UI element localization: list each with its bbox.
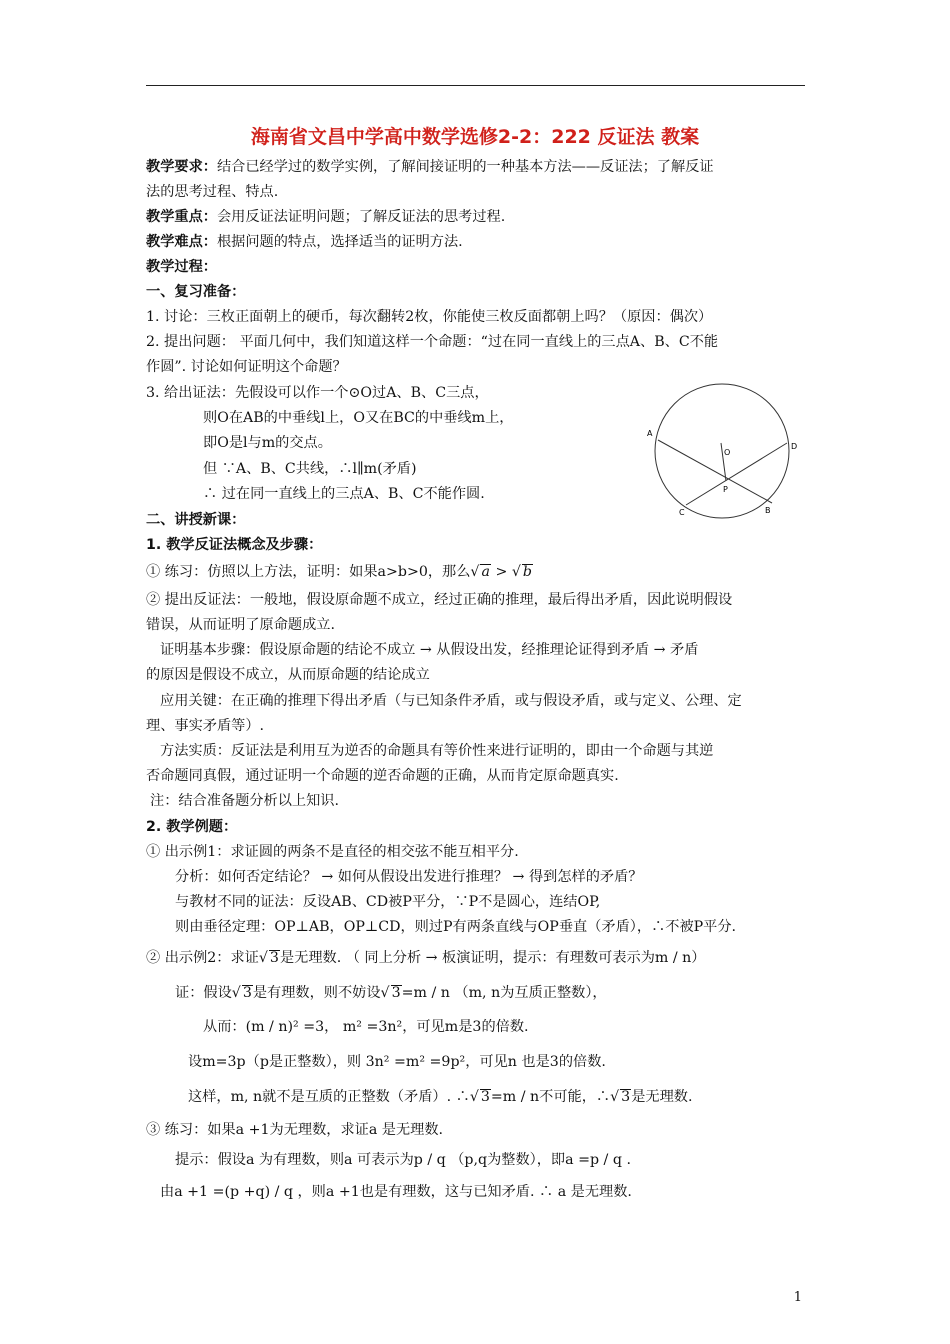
sqrt-3: 3	[621, 1089, 631, 1105]
difficulty-line	[146, 232, 463, 252]
note-line: 注：结合准备题分析以上知识.	[150, 793, 339, 809]
example-1-proof-1: 与教材不同的证法：反设AB、CD被P平分，∵P不是圆心，连结OP,	[175, 894, 601, 910]
proof-d-mid: =m / n不可能，∴	[490, 1089, 611, 1105]
example-2-pre: ② 出示例2：求证	[146, 950, 259, 966]
proof-d-pre: 这样，m, n就不是互质的正整数（矛盾）. ∴	[188, 1089, 470, 1105]
essence-line-1: 方法实质：反证法是利用互为逆否的命题具有等价性来进行证明的，即由一个命题与其逆	[160, 743, 714, 759]
proof-c: 设m=3p（p是正整数），则 3n² =m² =9p²，可见n 也是3的倍数.	[188, 1054, 606, 1070]
hint-line: 提示：假设a 为有理数，则a 可表示为p / q （p,q为整数），即a =p / q .	[175, 1152, 631, 1168]
greater-sign: >	[490, 564, 512, 580]
proof-a-pre: 证：假设	[175, 985, 232, 1001]
key-points-line	[146, 207, 505, 227]
proof-a-mid: 是有理数，则不妨设	[252, 985, 381, 1001]
proof-line-1: 3. 给出证法：先假设可以作一个⊙O过A、B、C三点，	[146, 385, 489, 401]
label-c: C	[679, 508, 685, 517]
example-2-post: 是无理数. （ 同上分析 → 板演证明，提示：有理数可表示为m / n）	[279, 950, 706, 966]
page-title: 海南省文昌中学高中数学选修2-2：222 反证法 教案	[250, 126, 700, 148]
proof-a-post: =m / n （m, n为互质正整数），	[401, 985, 607, 1001]
sqrt-a: a	[481, 564, 490, 580]
header-rule	[146, 85, 805, 86]
section-2-heading: 二、讲授新课：	[146, 512, 246, 528]
example-2: ② 出示例2：求证√ 3是无理数. （ 同上分析 → 板演证明，提示：有理数可表示为m / n）	[146, 950, 706, 966]
label-b: B	[765, 506, 771, 515]
paragraph-2-line-2: 作圆”. 讨论如何证明这个命题？	[146, 359, 347, 375]
example-1-analysis: 分析：如何否定结论？ → 如何从假设出发进行推理？ → 得到怎样的矛盾？	[175, 869, 643, 885]
paragraph-1: 1. 讨论：三枚正面朝上的硬币，每次翻转2枚，你能使三枚反面都朝上吗？（原因：偶次）	[146, 309, 713, 325]
circle-figure	[640, 383, 810, 528]
key-line-1: 应用关键：在正确的推理下得出矛盾（与已知条件矛盾，或与假设矛盾，或与定义、公理、定	[160, 693, 742, 709]
label-d: D	[791, 442, 798, 451]
proof-line-4: 但 ∵A、B、C共线，∴l∥m(矛盾)	[203, 461, 417, 477]
difficulty-text: 根据问题的特点，选择适当的证明方法.	[216, 234, 463, 250]
proof-b: 从而：(m / n)² =3， m² =3n²，可见m是3的倍数.	[203, 1019, 529, 1035]
exercise-3: ③ 练习：如果a +1为无理数，求证a 是无理数.	[146, 1122, 444, 1138]
definition-line-2: 错误，从而证明了原命题成立.	[146, 617, 335, 633]
paragraph-2-line-1: 2. 提出问题： 平面几何中，我们知道这样一个命题：“过在同一直线上的三点A、B、C不能	[146, 334, 719, 350]
steps-line-1: 证明基本步骤：假设原命题的结论不成立 → 从假设出发，经推理论证得到矛盾 → 矛盾	[160, 642, 699, 658]
key-points-label: 教学重点：	[146, 209, 217, 225]
label-o: O	[724, 448, 731, 457]
page-number: 1	[793, 1290, 802, 1305]
label-p: P	[723, 485, 728, 494]
requirements-text: 结合已经学过的数学实例，了解间接证明的一种基本方法——反证法；了解反证	[216, 159, 714, 175]
requirements-label: 教学要求：	[146, 159, 217, 175]
example-1-proof-2: 则由垂径定理：OP⊥AB，OP⊥CD，则过P有两条直线与OP垂直（矛盾），∴不被P平分.	[175, 919, 737, 935]
requirements-line-1	[146, 157, 806, 177]
sqrt-3: 3	[242, 985, 252, 1001]
conclusion-line: 由a +1 =(p +q) / q ，则a +1也是有理数，这与已知矛盾. ∴ a 是无理数.	[160, 1184, 632, 1200]
process-heading: 教学过程：	[146, 259, 217, 275]
proof-d-post: 是无理数.	[631, 1089, 693, 1105]
essence-line-2: 否命题同真假，通过证明一个命题的逆否命题的正确，从而肯定原命题真实.	[146, 768, 619, 784]
difficulty-label: 教学难点：	[146, 234, 217, 250]
subsection-2-heading: 2. 教学例题：	[146, 819, 238, 835]
exercise-1-text: ① 练习：仿照以上方法，证明：如果a>b>0，那么	[146, 564, 471, 580]
key-points-text: 会用反证法证明问题；了解反证法的思考过程.	[216, 209, 506, 225]
definition-line-1: ② 提出反证法：一般地，假设原命题不成立，经过正确的推理，最后得出矛盾，因此说明假设	[146, 592, 733, 608]
key-line-2: 理、事实矛盾等）.	[146, 718, 265, 734]
subsection-1-heading: 1. 教学反证法概念及步骤：	[146, 537, 323, 553]
sqrt-b: b	[522, 564, 532, 580]
requirements-line-2: 法的思考过程、特点.	[146, 184, 279, 200]
proof-line-3: 即O是l与m的交点。	[203, 435, 332, 451]
exercise-1: ① 练习：仿照以上方法，证明：如果a>b>0，那么√ a > √ b	[146, 564, 532, 580]
sqrt-3: 3	[391, 985, 401, 1001]
example-1: ① 出示例1：求证圆的两条不是直径的相交弦不能互相平分.	[146, 844, 519, 860]
sqrt-3: 3	[269, 950, 279, 966]
proof-d: 这样，m, n就不是互质的正整数（矛盾）. ∴√ 3=m / n不可能，∴√ 3是无理数.	[188, 1089, 693, 1105]
proof-a: 证：假设√ 3是有理数，则不妨设√ 3=m / n （m, n为互质正整数），	[175, 985, 607, 1001]
section-1-heading: 一、复习准备：	[146, 284, 246, 300]
steps-line-2: 的原因是假设不成立，从而原命题的结论成立	[146, 667, 430, 683]
chord-ab	[658, 440, 772, 503]
proof-line-5: ∴ 过在同一直线上的三点A、B、C不能作圆.	[203, 486, 485, 502]
sqrt-3: 3	[480, 1089, 490, 1105]
proof-line-2: 则O在AB的中垂线l上，O又在BC的中垂线m上，	[203, 410, 514, 426]
label-a: A	[647, 429, 653, 438]
